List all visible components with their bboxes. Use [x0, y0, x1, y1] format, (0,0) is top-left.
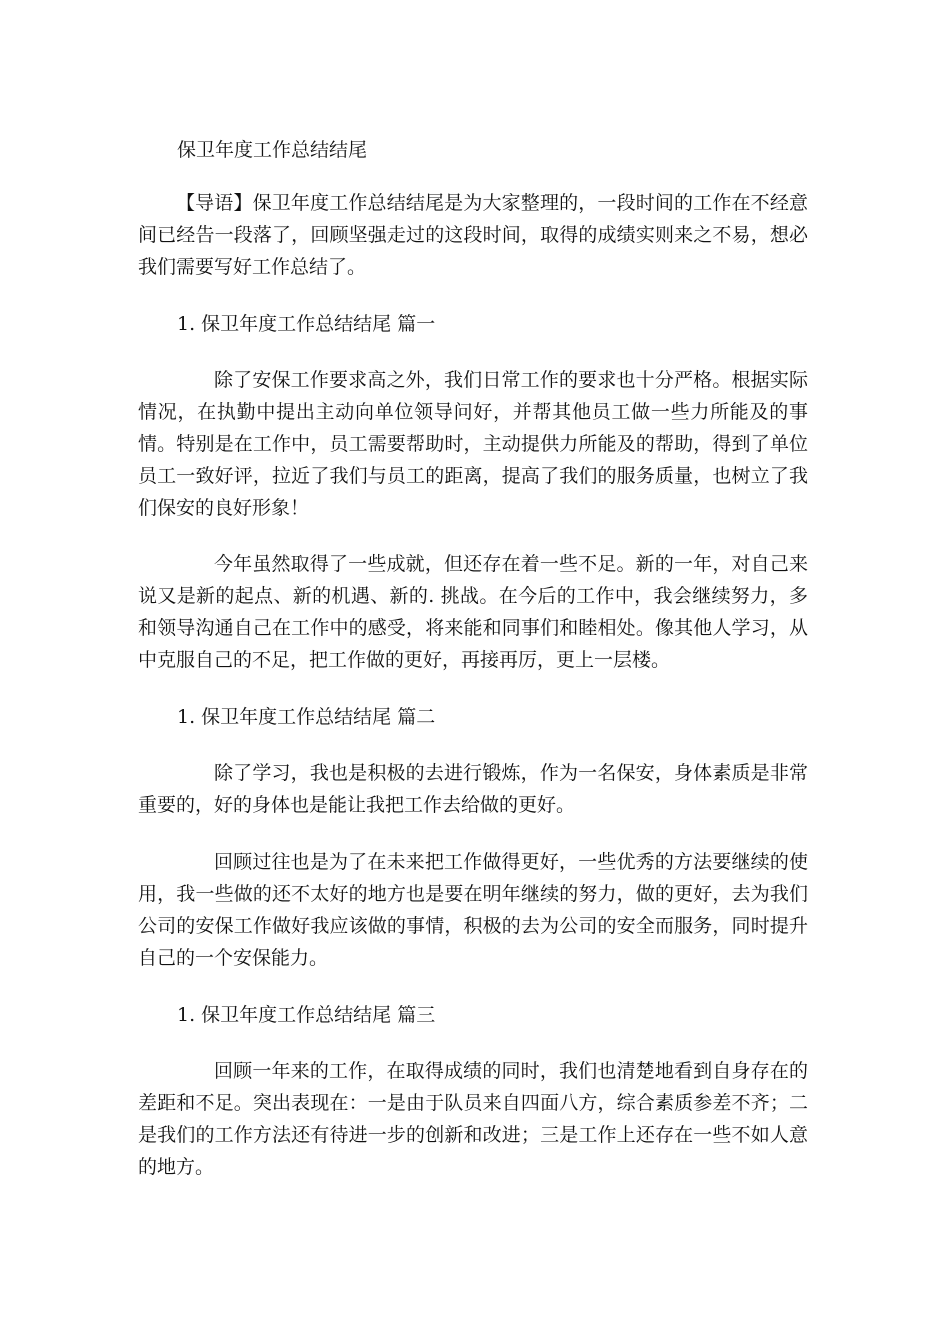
section-heading-1: 1. 保卫年度工作总结结尾 篇一: [177, 313, 436, 335]
section-heading-3: 1. 保卫年度工作总结结尾 篇三: [177, 1004, 436, 1026]
section-1-paragraph-1: 除了安保工作要求高之外，我们日常工作的要求也十分严格。根据实际情况，在执勤中提出主动向单位领导问好，并帮其他员工做一些力所能及的事情。特别是在工作中，员工需要帮助时，主动提供力所能及的帮助，得到了单位员工一致好评，拉近了我们与员工的距离，提高了我们的服务质量，也树立了我们保安的良好形象！: [138, 369, 808, 519]
section-3-paragraph-1: 回顾一年来的工作，在取得成绩的同时，我们也清楚地看到自身存在的差距和不足。突出表现在：一是由于队员来自四面八方，综合素质参差不齐；二是我们的工作方法还有待进一步的创新和改进；三是工作上还存在一些不如人意的地方。: [138, 1060, 808, 1178]
section-heading-2: 1. 保卫年度工作总结结尾 篇二: [177, 706, 436, 728]
intro-paragraph: 【导语】保卫年度工作总结结尾是为大家整理的，一段时间的工作在不经意间已经告一段落了，回顾坚强走过的这段时间，取得的成绩实则来之不易，想必我们需要写好工作总结了。: [138, 192, 808, 278]
document-title: 保卫年度工作总结结尾: [177, 139, 368, 161]
section-2-paragraph-1: 除了学习，我也是积极的去进行锻炼，作为一名保安，身体素质是非常重要的，好的身体也是能让我把工作去给做的更好。: [138, 762, 808, 816]
section-1-paragraph-2: 今年虽然取得了一些成就，但还存在着一些不足。新的一年，对自己来说又是新的起点、新的机遇、新的. 挑战。在今后的工作中，我会继续努力，多和领导沟通自己在工作中的感受，将来能和同事们和睦相处。像其他人学习，从中克服自己的不足，把工作做的更好，再接再厉，更上一层楼。: [138, 553, 808, 671]
section-2-paragraph-2: 回顾过往也是为了在未来把工作做得更好，一些优秀的方法要继续的使用，我一些做的还不太好的地方也是要在明年继续的努力，做的更好，去为我们公司的安保工作做好我应该做的事情，积极的去为公司的安全而服务，同时提升自己的一个安保能力。: [138, 851, 808, 969]
